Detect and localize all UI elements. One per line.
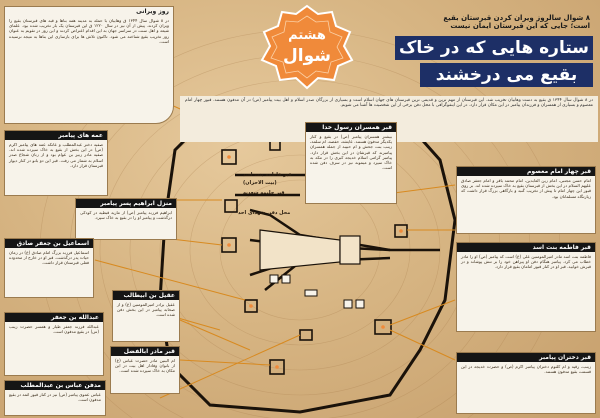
box-history (4, 6, 174, 124)
title-line2: بقیع می درخشند (420, 63, 593, 87)
intro-text: در ۸ شوال سال ۱۳۴۴ ق بقیع به دست وهابیان تخریب شد. این قبرستان از مهم ترین و قدیمی ترین قبرستان های جهان اسلام است و بسیاری از بزرگان صدر اسلام و اهل بیت پیامبر (ص) در آن مدفون هستند. قبور چهار امام معصوم و بسیاری از همسران و فرزندان پیامبر در این مکان قرار دارد. در این اینفوگرافی با محل دفن برخی از این شخصیت ها آشنا می شویم. (180, 96, 598, 142)
box-ismail-title: اسماعیل بن جعفر صادق (5, 239, 93, 248)
box-aunts (4, 130, 108, 196)
box-history-body: در ۸ شوال سال ۱۳۴۴ ق وهابیان با حمله به مدینه همه بناها و قبه های قبرستان بقیع را ویران کردند. پیش از آن نیز در سال ۱۲۲۰ ق این قبرستان یک بار تخریب شده بود. علمای شیعه و اهل سنت در سراسر جهان به این اقدام اعتراض کردند و این روز در تقویم به عنوان روز تخریب بقیع شناخته می شود. تاکنون تلاش ها برای بازسازی این بناها به نتیجه نرسیده است. (9, 18, 170, 44)
box-umm-banin-body: ام البنین مادر حضرت عباس (ع) از بانوان وفادار اهل بیت در این مکان به خاک سپرده شده است. (115, 358, 175, 374)
map-label-fatima: قبر فاطمه بنت اسد (243, 172, 292, 178)
box-abdullah-title: عبدالله بن جعفر (5, 313, 103, 322)
box-history-title: روز ویرانی (136, 8, 169, 15)
box-aunts-body: صفیه دختر عبدالمطلب و عاتکه عمه های پیامبر اکرم (ص) در این بخش از بقیع به خاک سپرده شده اند. صفیه مادر زبیر بن عوام بود و از زنان شجاع صدر اسلام به شمار می رفت. قبر این دو بانو در کنار دیوار قبرستان قرار دارد. (9, 142, 103, 168)
box-ibrahim (75, 198, 177, 240)
box-abdullah (4, 312, 104, 376)
box-ismail-body: اسماعیل فرزند بزرگ امام صادق (ع) در زمان حیات پدر درگذشت. قبر او در خارج از محدوده فعلی قبرستان قرار داشت. (9, 250, 89, 266)
box-daughters (456, 352, 596, 414)
badge-line1: هشتم (288, 28, 326, 43)
small-tombs (270, 275, 364, 308)
box-fatima-asad-body: فاطمه بنت اسد مادر امیرالمومنین علی (ع) است که پیامبر (ص) او را مادر خطاب می کرد. پیامبر هنگام دفن او پیراهن خود را بر تنش پوشاند و در قبرش خوابید. قبر او در کنار قبور امامان بقیع قرار دارد. (461, 254, 591, 270)
title-line1: ستاره هایی که در خاک (395, 36, 593, 60)
map-label-fatima-sub: (بیت الاحزان) (243, 180, 277, 186)
box-ibrahim-body: ابراهیم فرزند پیامبر (ص) از ماریه قبطیه در کودکی درگذشت و پیامبر او را در بقیع به خاک سپرد. (80, 210, 172, 221)
box-abbas (4, 380, 106, 416)
box-fatima-asad (456, 242, 596, 332)
subtitle-line1: ۸ شوال سالروز ویران کردن قبرستان بقیع (443, 14, 590, 22)
box-abbas-title: مدفن عباس بن عبدالمطلب (5, 381, 105, 390)
box-ibrahim-title: منزل ابراهیم پسر پیامبر (76, 199, 176, 208)
badge-line2: شوال (283, 46, 331, 66)
subtitle-line2: است؛ جایی که این قبرستان ایمان نیست (450, 22, 590, 30)
box-daughters-title: قبر دختران پیامبر (457, 353, 595, 362)
box-aqil-title: عقیل بن ابیطالب (113, 291, 179, 300)
box-umm-banin-title: قبر مادر ابالفضل (111, 347, 179, 356)
box-fatima-asad-title: قبر فاطمه بنت اسد (457, 243, 595, 252)
walkways (260, 230, 360, 270)
box-four-imams-title: قبر چهار امام معصوم (457, 167, 595, 176)
box-wives-body: بیشتر همسران پیامبر (ص) در بقیع و کنار یکدیگر مدفون هستند. عایشه، حفصه، ام سلمه، زینب بنت جحش و ام حبیبه از جمله همسران پیامبرند که قبرشان در این بخش قرار دارد. پیامبر گرامی اسلام خدیجه کبری را در مکه به خاک سپرد و میمونه نیز در سرف دفن شده است. (309, 134, 392, 171)
box-four-imams-body: امام حسن مجتبی، امام زین العابدین، امام محمد باقر و امام جعفر صادق علیهم السلام در این بخش از قبرستان بقیع به خاک سپرده شده اند. بر روی قبور این چهار امام تا پیش از تخریب گنبد و بارگاهی بزرگ قرار داشت که زیارتگاه مسلمانان بود. (461, 178, 591, 199)
map-label-halima: قبر حلیمه سعدیه (243, 190, 285, 196)
box-aqil (112, 290, 180, 342)
box-umm-banin (110, 346, 180, 394)
box-wives-title: قبر همسران رسول خدا (306, 123, 396, 132)
box-wives (305, 122, 397, 204)
subtitle (360, 14, 590, 30)
box-daughters-body: زینب، رقیه و ام کلثوم دختران پیامبر اکرم (ص) و حضرت خدیجه در این قسمت بقیع مدفون هستند. (461, 364, 591, 375)
map-label-martyrs: محل دفن شهدای احد (238, 210, 291, 216)
box-abbas-body: عباس عموی پیامبر (ص) نیز در کنار قبور ائمه در بقیع مدفون است. (9, 392, 101, 403)
box-aqil-body: عقیل برادر امیرالمومنین (ع) و از صحابه پیامبر در این بخش دفن شده است. (117, 302, 175, 318)
shawwal-badge (258, 4, 356, 90)
box-aunts-title: عمه های پیامبر (5, 131, 107, 140)
box-abdullah-body: عبدالله فرزند جعفر طیار و همسر حضرت زینب (س) در بقیع مدفون است. (9, 324, 99, 335)
box-ismail (4, 238, 94, 298)
box-four-imams (456, 166, 596, 234)
